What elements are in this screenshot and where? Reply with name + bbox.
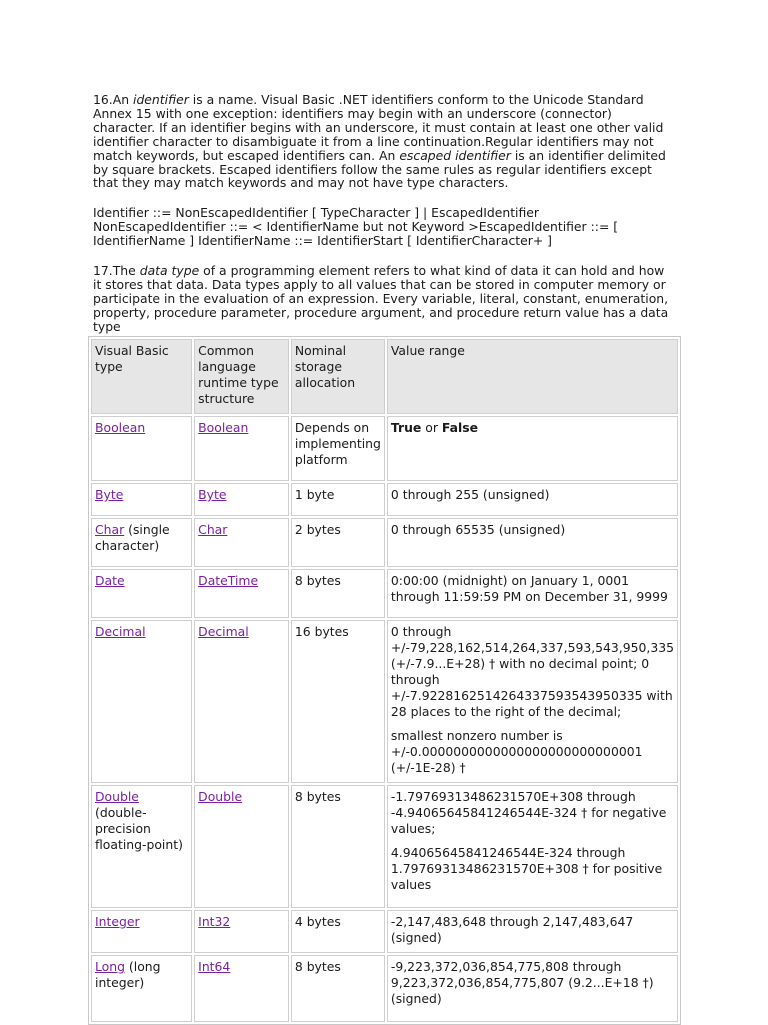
clr-type-link[interactable]: Int64: [198, 959, 231, 974]
vb-type-link[interactable]: Integer: [95, 914, 140, 929]
value-range-cell: [387, 785, 678, 908]
vb-type-cell: [91, 483, 192, 516]
clr-type-link[interactable]: Byte: [198, 487, 227, 502]
storage-cell: Depends on implementing platform: [291, 416, 385, 481]
storage-cell: 16 bytes: [291, 620, 385, 783]
clr-type-link[interactable]: Decimal: [198, 624, 249, 639]
vb-type-link[interactable]: Decimal: [95, 624, 146, 639]
data-types-table: [88, 336, 681, 1025]
value-range-text: smallest nonzero number is +/-0.0000000000000000000000000001 (+/-1E-28) †: [390, 728, 643, 775]
vb-type-link[interactable]: Boolean: [95, 420, 146, 435]
vb-type-note: (single character): [95, 522, 170, 553]
value-range-cell: 0 through 255 (unsigned): [387, 483, 678, 516]
vb-type-cell: [91, 518, 192, 567]
vb-type-link[interactable]: Double: [95, 789, 139, 804]
value-range-cell: -2,147,483,648 through 2,147,483,647 (signed): [387, 910, 678, 953]
table-row: [91, 910, 678, 953]
item-number: 17.: [93, 263, 113, 278]
clr-type-cell: [194, 955, 289, 1022]
clr-type-cell: [194, 416, 289, 481]
clr-type-cell: [194, 785, 289, 908]
storage-cell: 8 bytes: [291, 785, 385, 908]
table-row: [91, 620, 678, 783]
value-range-cell: [387, 620, 678, 783]
false-keyword: False: [441, 420, 479, 435]
paragraph-text: is an identifier delimited by square brackets. Escaped identifiers follow the same rules as regular identifiers except that they may match keywords and may not have type characters.: [93, 147, 666, 191]
table-row: [91, 785, 678, 908]
clr-type-link[interactable]: DateTime: [198, 573, 259, 588]
clr-type-cell: [194, 569, 289, 618]
vb-type-cell: [91, 955, 192, 1022]
paragraph-text: An: [112, 92, 133, 107]
value-range-text: -1.79769313486231570E+308 through -4.94065645841246544E-324 † for negative values;: [390, 789, 667, 836]
table-row: [91, 955, 678, 1022]
clr-type-cell: [194, 518, 289, 567]
clr-type-link[interactable]: Int32: [198, 914, 231, 929]
header-value-range: Value range: [387, 339, 678, 414]
storage-cell: 1 byte: [291, 483, 385, 516]
vb-type-cell: [91, 910, 192, 953]
storage-cell: 2 bytes: [291, 518, 385, 567]
paragraph-16: [93, 93, 675, 190]
term-escaped-identifier: escaped identifier: [399, 147, 511, 163]
value-range-cell: 0 through 65535 (unsigned): [387, 518, 678, 567]
paragraph-17: [93, 264, 675, 334]
paragraph-text: The: [112, 263, 140, 278]
clr-type-cell: [194, 483, 289, 516]
value-range-cell: -9,223,372,036,854,775,808 through 9,223,372,036,854,775,807 (9.2...E+18 †) (signed): [387, 955, 678, 1022]
clr-type-link[interactable]: Char: [198, 522, 228, 537]
clr-type-link[interactable]: Double: [198, 789, 243, 804]
term-identifier: identifier: [133, 92, 189, 107]
clr-type-cell: [194, 910, 289, 953]
paragraph-text: of a programming element refers to what kind of data it can hold and how it stores that data. Data types apply to all values that can be stored in computer memory or participate in the evaluation of an expression. Every variable, literal, constant, enumeration, property, procedure parameter, procedure argument, and procedure return value has a data type: [93, 263, 669, 334]
vb-type-note: (long integer): [95, 959, 161, 990]
vb-type-link[interactable]: Char: [95, 522, 125, 537]
term-data-type: data type: [139, 263, 200, 278]
table-header-row: [91, 339, 678, 414]
header-visual-basic-type: Visual Basic type: [91, 339, 192, 414]
vb-type-note: (double-precision floating-point): [95, 805, 183, 852]
identifier-grammar: Identifier ::= NonEscapedIdentifier [ TypeCharacter ] | EscapedIdentifier NonEscapedIdentifier ::= < IdentifierName but not Keyword >EscapedIdentifier ::= [ IdentifierName ] IdentifierName ::= IdentifierStart [ IdentifierCharacter+ ]: [93, 205, 619, 248]
table-row: [91, 416, 678, 481]
paragraph-text: is a name. Visual Basic .NET identifiers conform to the Unicode Standard Annex 15 with one exception: identifiers may begin with an underscore (connector) character. If an identifier begins with an underscore, it must contain at least one other valid identifier character to disambiguate it from a line continuation.Regular identifiers may not match keywords, but escaped identifiers can. An: [93, 92, 664, 163]
vb-type-cell: [91, 620, 192, 783]
vb-type-link[interactable]: Long: [95, 959, 125, 974]
value-range-cell: [387, 416, 678, 481]
storage-cell: 8 bytes: [291, 955, 385, 1022]
vb-type-cell: [91, 416, 192, 481]
table-row: [91, 518, 678, 567]
vb-type-cell: [91, 785, 192, 908]
value-range-cell: 0:00:00 (midnight) on January 1, 0001 through 11:59:59 PM on December 31, 9999: [387, 569, 678, 618]
clr-type-link[interactable]: Boolean: [198, 420, 249, 435]
vb-type-link[interactable]: Byte: [95, 487, 124, 502]
storage-cell: 4 bytes: [291, 910, 385, 953]
vb-type-link[interactable]: Date: [95, 573, 125, 588]
table-row: [91, 569, 678, 618]
true-keyword: True: [390, 420, 422, 435]
header-storage: Nominal storage allocation: [291, 339, 385, 414]
storage-cell: 8 bytes: [291, 569, 385, 618]
value-range-text: 0 through +/-79,228,162,514,264,337,593,543,950,335 (+/-7.9...E+28) † with no decimal point; 0 through +/-7.9228162514264337593543950335 with 28 places to the right of the decimal;: [390, 624, 674, 719]
table-row: [91, 483, 678, 516]
clr-type-cell: [194, 620, 289, 783]
or-text: or: [421, 420, 442, 435]
item-number: 16.: [93, 92, 113, 107]
header-clr-type: Common language runtime type structure: [194, 339, 289, 414]
value-range-text: 4.94065645841246544E-324 through 1.79769313486231570E+308 † for positive values: [390, 845, 663, 892]
vb-type-cell: [91, 569, 192, 618]
